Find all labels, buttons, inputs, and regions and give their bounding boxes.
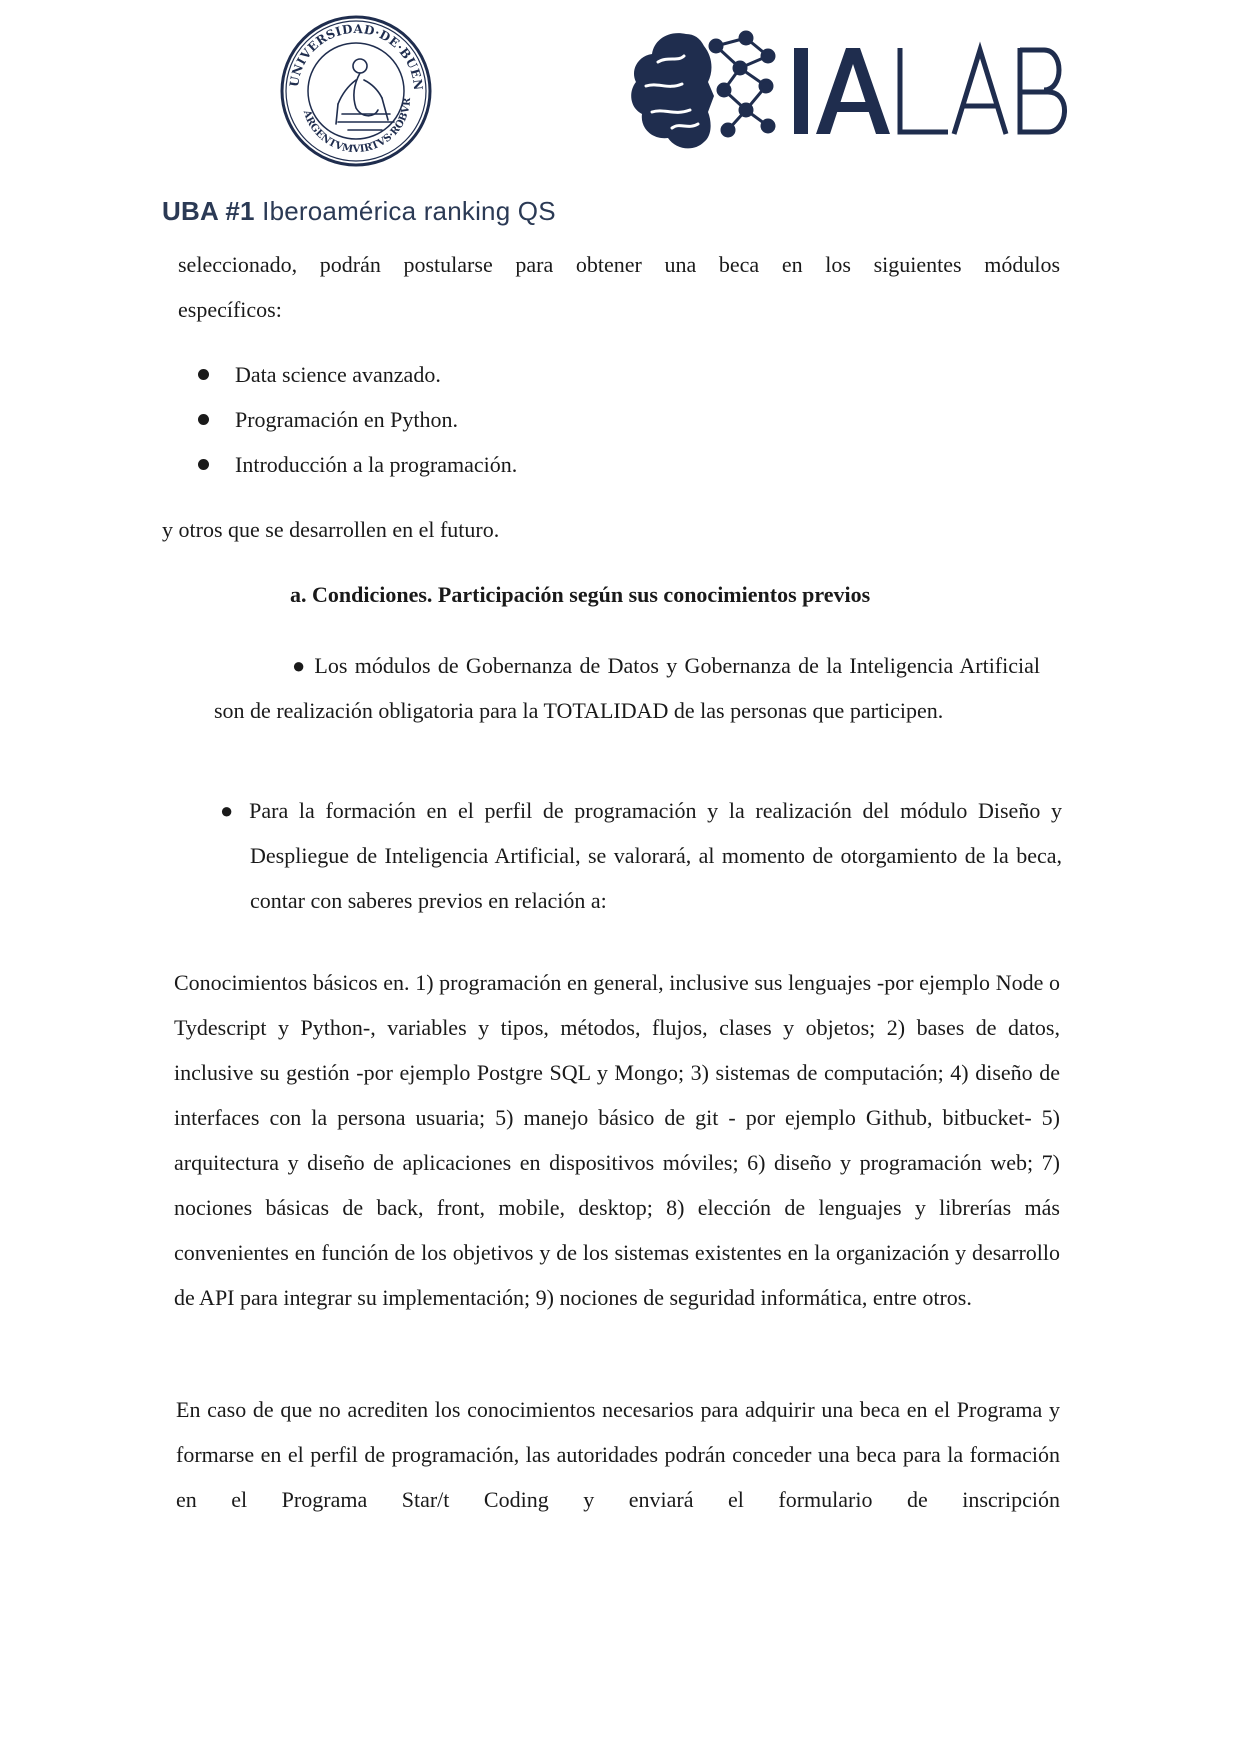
module-name: Programación en Python.: [235, 407, 459, 432]
modules-list: [198, 352, 798, 487]
ialab-logo: [628, 26, 1078, 156]
svg-text:UNIVERSIDAD·DE·BUENOS·AIRES: UNIVERSIDAD·DE·BUEN: [286, 21, 426, 92]
module-name: Data science avanzado.: [235, 362, 441, 387]
closing-paragraph: En caso de que no acrediten los conocimientos necesarios para adquirir una beca en el Programa y formarse en el perfil de programación, las autoridades podrán conceder una beca para la formación en el Programa Star/t Coding y enviará el formulario de inscripción: [176, 1397, 1060, 1512]
ranking-tagline: [162, 196, 556, 227]
ranking-bold: UBA #1: [162, 196, 255, 226]
after-list-text: y otros que se desarrollen en el futuro.: [162, 517, 500, 542]
intro-line-2: específicos:: [178, 297, 282, 322]
intro-line-1: seleccionado, podrán postularse para obtener una beca en los siguientes módulos: [178, 252, 1060, 277]
svg-text:ARGENTVMVIRTVS·ROBVR·ET·STVDIV: ARGENTVMVIRTVS·ROBVR: [300, 97, 414, 156]
knowledge-paragraph: Conocimientos básicos en. 1) programación en general, inclusive sus lenguajes -por ejemplo Node o Tydescript y Python-, variables y tipos, métodos, flujos, clases y objetos; 2) bases de datos, inclusive su gestión -por ejemplo Postgre SQL y Mongo; 3) sistemas de computación; 4) diseño de interfaces con la persona usuaria; 5) manejo básico de git - por ejemplo Github, bitbucket- 5) arquitectura y diseño de aplicaciones en dispositivos móviles; 6) diseño y programación web; 7) nociones básicas de back, front, mobile, desktop; 8) elección de lenguajes y librerías más convenientes en función de los objetivos y de los sistemas existentes en la organización y desarrollo de API para integrar su implementación; 9) nociones de seguridad informática, entre otros.: [174, 970, 1060, 1310]
uba-seal-logo: [278, 14, 434, 168]
bullet-icon: [198, 369, 209, 380]
bullet-icon: [198, 414, 209, 425]
list-item: [198, 442, 798, 487]
list-item: [198, 397, 798, 442]
bullet-icon: [198, 459, 209, 470]
condition-bullet-1: ● Los módulos de Gobernanza de Datos y Gobernanza de la Inteligencia Artificial son de realización obligatoria para la TOTALIDAD de las personas que participen.: [214, 653, 1040, 723]
list-item: [198, 352, 798, 397]
condition-bullet-2: ● Para la formación en el perfil de programación y la realización del módulo Diseño y Despliegue de Inteligencia Artificial, se valorará, al momento de otorgamiento de la beca, contar con saberes previos en relación a:: [220, 798, 1062, 913]
brain-icon: [631, 33, 714, 148]
ranking-rest: Iberoamérica ranking QS: [254, 196, 556, 226]
section-title: a. Condiciones. Participación según sus conocimientos previos: [290, 582, 871, 607]
module-name: Introducción a la programación.: [235, 452, 518, 477]
